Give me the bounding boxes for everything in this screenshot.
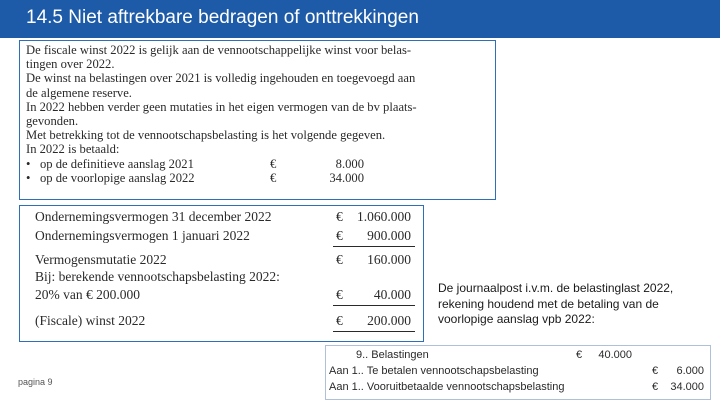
calc-label: (Fiscale) winst 2022 <box>35 313 146 328</box>
case-text-box <box>19 40 496 200</box>
calc-label: Vermogensmutatie 2022 <box>35 252 167 267</box>
journal-entry-box <box>325 345 711 400</box>
journal-amount: 6.000 <box>676 365 704 377</box>
sum-underline <box>333 331 415 332</box>
journal-account: Aan 1.. Vooruitbetaalde vennootschapsbelasting <box>329 381 565 393</box>
payment-label: op de definitieve aanslag 2021 <box>40 156 194 171</box>
calc-amount: 40.000 <box>373 287 411 302</box>
payment-amount: 34.000 <box>329 170 364 185</box>
bullet: • <box>26 170 31 185</box>
calc-label: Ondernemingsvermogen 1 januari 2022 <box>35 228 250 243</box>
calc-amount: 1.060.000 <box>357 209 411 224</box>
journal-row <box>326 365 710 379</box>
journal-currency: € <box>576 349 583 361</box>
calc-amount: 160.000 <box>367 252 411 267</box>
sum-underline <box>333 305 415 306</box>
case-line: Met betrekking tot de vennootschapsbelasting is het volgende gegeven. <box>26 128 386 143</box>
journal-row <box>326 381 710 395</box>
case-line: De fiscale winst 2022 is gelijk aan de vennootschappelijke winst voor belas- <box>26 43 412 57</box>
journal-account: Aan 1.. Te betalen vennootschapsbelasting <box>329 365 539 377</box>
calc-currency: € <box>336 252 343 267</box>
case-line: De winst na belastingen over 2021 is volledig ingehouden en toegevoegd aan <box>26 71 416 86</box>
journal-account: 9.. Belastingen <box>356 349 429 361</box>
payment-label: op de voorlopige aanslag 2022 <box>40 170 195 185</box>
payment-item <box>26 171 495 185</box>
journal-amount: 40.000 <box>598 349 632 361</box>
calc-currency: € <box>336 228 343 243</box>
case-line: In 2022 hebben verder geen mutaties in het eigen vermogen van de bv plaats- <box>26 99 417 114</box>
journal-currency: € <box>652 365 659 377</box>
case-line: gevonden. <box>26 114 79 129</box>
calc-label: Bij: berekende vennootschapsbelasting 2022: <box>35 269 280 284</box>
title-bar <box>0 0 720 38</box>
journal-currency: € <box>652 381 659 393</box>
bullet: • <box>26 156 31 171</box>
payment-currency: € <box>270 156 277 171</box>
payment-currency: € <box>270 170 277 185</box>
journal-row <box>326 349 710 363</box>
calc-currency: € <box>336 287 343 302</box>
payment-item <box>26 157 495 171</box>
calc-label: Ondernemingsvermogen 31 december 2022 <box>35 209 272 224</box>
sum-underline <box>333 246 415 247</box>
calc-amount: 200.000 <box>367 313 411 328</box>
payment-amount: 8.000 <box>335 156 364 171</box>
calc-currency: € <box>336 313 343 328</box>
case-line: de algemene reserve. <box>26 85 132 100</box>
case-line: In 2022 is betaald: <box>26 142 120 157</box>
calc-amount: 900.000 <box>367 228 411 243</box>
calc-label: 20% van € 200.000 <box>35 287 140 302</box>
calculation-box <box>19 205 424 342</box>
slide-title: 14.5 Niet aftrekbare bedragen of onttrekkingen <box>26 7 419 28</box>
page-number: pagina 9 <box>18 377 53 387</box>
journal-amount: 34.000 <box>670 381 704 393</box>
journal-note: De journaalpost i.v.m. de belastinglast 2022, rekening houdend met de betaling van de voorlopige aanslag vpb 2022: <box>438 281 674 326</box>
calc-currency: € <box>336 209 343 224</box>
case-line: tingen over 2022. <box>26 57 115 72</box>
